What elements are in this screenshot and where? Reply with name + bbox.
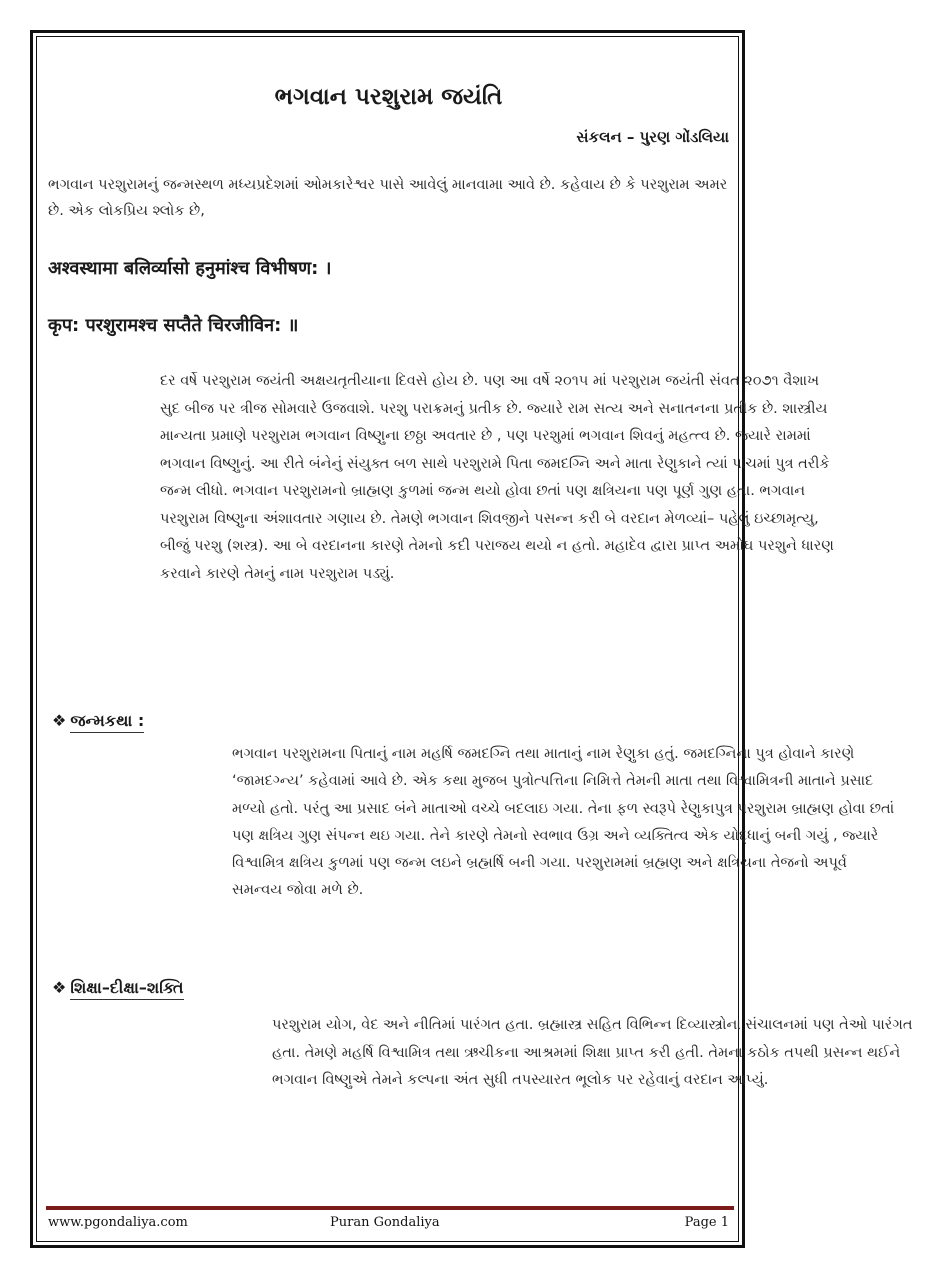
page-title: ભગવાન પરશુરામ જયંતિ: [274, 84, 503, 110]
diamond-bullet-icon: ❖: [52, 978, 67, 997]
shloka-line-1: अश्वस्थामा बलिर्व्यासो हनुमांश्च विभीषण: ।: [48, 258, 332, 279]
intro-paragraph: ભગવાન પરશુરામનું જન્મસ્થળ મધ્યપ્રદેશમાં ઓમકારેશ્વર પાસે આવેલું માનવામા આવે છે. કહેવાય છે કે પરશુરામ અમર છે. એક લોકપ્રિય શ્લોક છે,: [48, 177, 728, 220]
section-heading-shiksha: [52, 978, 184, 998]
shloka-line-2: कृप: परशुरामश्च सप्तैते चिरजीविन: ॥: [48, 315, 299, 336]
main-paragraph: દર વર્ષે પરશુરામ જયંતી અક્ષયતૃતીયાના દિવસે હોય છે. પણ આ વર્ષે ૨૦૧૫ માં પરશુરામ જયંતી સંવત ૨૦૭૧ વૈશાખ સુદ બીજ પર ત્રીજ સોમવારે ઉજવાશે. પરશુ પરાક્રમનું પ્રતીક છે. જ્યારે રામ સત્ય અને સનાતનના પ્રતીક છે. શાસ્ત્રીય માન્યતા પ્રમાણે પરશુરામ ભગવાન વિષ્ણુના છઠ્ઠા અવતાર છે , પણ પરશુમાં ભગવાન શિવનું મહત્ત્વ છે. જ્યારે રામમાં ભગવાન વિષ્ણુનું. આ રીતે બંનેનું સંયુક્ત બળ સાથે પરશુરામે પિતા જમદગ્નિ અને માતા રેણુકાને ત્યાં પાચમાં પુત્ર તરીકે જન્મ લીધો. ભગવાન પરશુરામનો બ્રાહ્મણ કુળમાં જન્મ થયો હોવા છતાં પણ ક્ષત્રિયના પણ પૂર્ણ ગુણ હતા. ભગવાન પરશુરામ વિષ્ણુના અંશાવતાર ગણાય છે. તેમણે ભગવાન શિવજીને પસન્ન કરી બે વરદાન મેળવ્યાં– પહેલું ઇચ્છામૃત્યુ, બીજું પરશુ (શસ્ત્ર). આ બે વરદાનના કારણે તેમનો કદી પરાજય થયો ન હતો. મહાદેવ દ્વારા પ્રાપ્ત અમોઘ પરશુને ધારણ કરવાને કારણે તેમનું નામ પરશુરામ પડ્યું.: [160, 373, 834, 582]
footer-website: www.pgondaliya.com: [48, 1215, 188, 1230]
section-heading-janmakatha: [52, 711, 144, 731]
diamond-bullet-icon: ❖: [52, 711, 67, 730]
footer-page-number: Page 1: [684, 1215, 729, 1230]
compiler-credit: સંકલન – પુરણ ગોંડલિયા: [576, 128, 729, 146]
section-heading-text: શિક્ષા–દીક્ષા–શક્તિ: [70, 978, 183, 1000]
section-heading-text: જન્મકથા :: [70, 711, 144, 733]
section-paragraph-janmakatha: ભગવાન પરશુરામના પિતાનું નામ મહર્ષિ જમદગ્નિ તથા માતાનું નામ રેણુકા હતું. જમદગ્નિના પુત્ર હોવાને કારણે ‘જામદગ્ન્ય’ કહેવામાં આવે છે. એક કથા મુજબ પુત્રોત્પત્તિના નિમિત્તે તેમની માતા તથા વિશ્વામિત્રની માતાને પ્રસાદ મળ્યો હતો. પરંતુ આ પ્રસાદ બંને માતાઓ વચ્ચે બદલાઇ ગયા. તેના ફળ સ્વરૂપે રેણુકાપુત્ર પરશુરામ બ્રાહ્મણ હોવા છતાં પણ ક્ષત્રિય ગુણ સંપન્ન થઇ ગયા. તેને કારણે તેમનો સ્વભાવ ઉગ્ર અને વ્યક્તિત્વ એક યોદ્ધાનું બની ગયું , જ્યારે વિશ્વામિત્ર ક્ષત્રિય કુળમાં પણ જન્મ લઇને બ્રહ્મર્ષિ બની ગયા. પરશુરામમાં બ્રહ્મણ અને ક્ષત્રિયના તેજનો અપૂર્વ સમન્વય જોવા મળે છે.: [232, 746, 895, 899]
section-paragraph-shiksha: પરશુરામ યોગ, વેદ અને નીતિમાં પારંગત હતા. બ્રહ્માસ્ત્ર સહિત વિભિન્ન દિવ્યાસ્ત્રોના સંચાલનમાં પણ તેઓ પારંગત હતા. તેમણે મહર્ષિ વિશ્વામિત્ર તથા ઋચીકના આશ્રમમાં શિક્ષા પ્રાપ્ત કરી હતી. તેમના કઠોક તપથી પ્રસન્ન થઈને ભગવાન વિષ્ણુએ તેમને કલ્પના અંત સુધી તપસ્યારત ભૂલોક પર રહેવાનું વરદાન આપ્યું.: [272, 1017, 913, 1088]
footer-rule: [46, 1206, 734, 1210]
footer-author: Puran Gondaliya: [330, 1215, 440, 1230]
